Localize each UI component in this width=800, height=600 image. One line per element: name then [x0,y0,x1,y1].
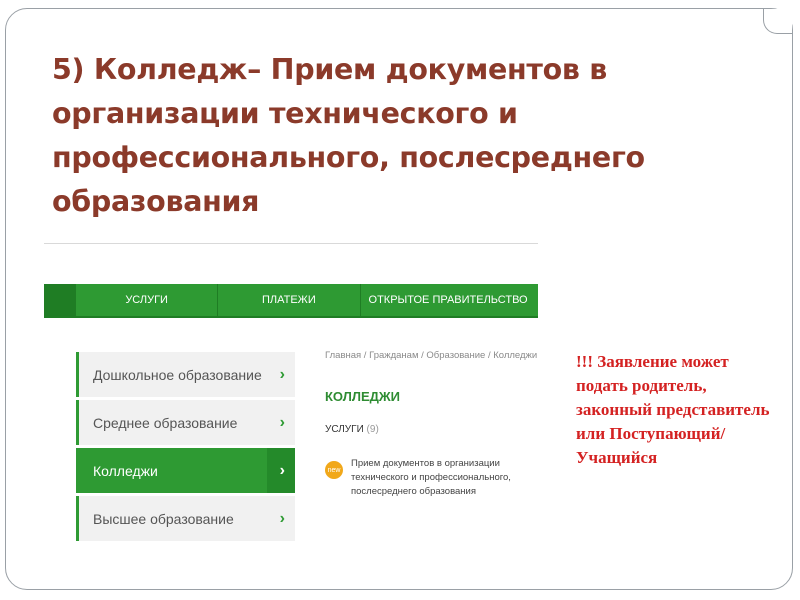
sidebar-item-label: Колледжи [93,462,158,479]
services-label: УСЛУГИ [325,424,364,435]
nav-item-open-government[interactable]: ОТКРЫТОЕ ПРАВИТЕЛЬСТВО [368,294,528,306]
main-navbar [44,284,538,318]
header-divider [44,243,538,244]
education-sidebar [76,352,295,544]
slide-title: 5) Колледж– Прием документов в организации технического и профессионального, послесреднего образования [52,53,645,218]
breadcrumb[interactable]: Главная / Гражданам / Образование / Колледжи [325,350,538,361]
sidebar-item-preschool[interactable] [76,352,295,397]
service-link-document-admission[interactable]: Прием документов в организации технического и профессионального, послесреднего образования [351,458,511,497]
chevron-right-icon: › [279,461,285,479]
services-header [325,424,539,435]
site-header-fragment [44,238,538,284]
sidebar-item-label: Высшее образование [93,510,234,527]
page-heading: КОЛЛЕДЖИ [325,389,400,404]
sidebar-item-secondary[interactable] [76,400,295,445]
services-count: (9) [366,424,379,435]
nav-item-payments[interactable]: ПЛАТЕЖИ [218,284,360,316]
slide-corner-decoration [763,9,792,34]
sidebar-item-label: Среднее образование [93,414,238,431]
service-list-item [325,457,539,499]
chevron-right-icon: › [279,413,285,431]
chevron-right-icon: › [279,509,285,527]
nav-item-services[interactable]: УСЛУГИ [76,284,218,316]
sidebar-item-colleges[interactable] [76,448,295,493]
new-badge: new [325,461,343,479]
content-column [325,350,539,499]
chevron-right-icon: › [279,365,285,383]
applicant-note: !!! Заявление может подать родитель, законный представитель или Поступающий/Учащийся [576,352,770,467]
sidebar-item-label: Дошкольное образование [93,366,262,383]
sidebar-item-higher[interactable] [76,496,295,541]
navbar-lead-block [44,284,76,316]
